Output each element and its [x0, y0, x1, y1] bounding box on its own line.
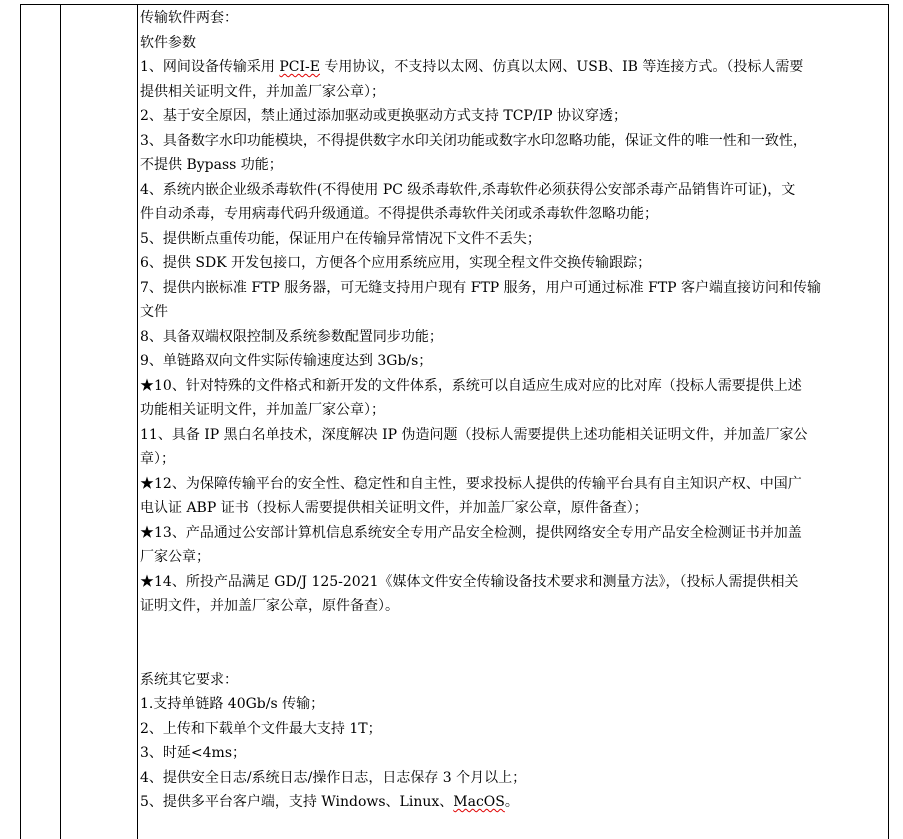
spec-text-cell — [140, 6, 888, 815]
spec-line-14: 9、单链路双向文件实际传输速度达到 3Gb/s； — [140, 353, 433, 369]
spec-line-22: 厂家公章； — [140, 549, 210, 565]
spec-line-5: 3、具备数字水印功能模块，不得提供数字水印关闭功能或数字水印忽略功能，保证文件的唯一性和一致性， — [140, 132, 807, 149]
spec-line-13: 8、具备双端权限控制及系统参数配置同步功能； — [140, 328, 443, 345]
other-requirement-item-5: 5、提供多平台客户端，支持 Windows、Linux、MacOS。 — [140, 794, 519, 810]
blank-line — [140, 643, 888, 668]
blank-line — [140, 619, 888, 644]
other-requirement-item-2: 2、上传和下载单个文件最大支持 1T； — [140, 720, 382, 737]
table-column-divider-1 — [60, 4, 61, 839]
spec-line-16: 功能相关证明文件，并加盖厂家公章）； — [140, 402, 385, 418]
spec-line-8: 件自动杀毒，专用病毒代码升级通道。不得提供杀毒软件关闭或杀毒软件忽略功能； — [140, 206, 658, 222]
spec-line-0: 传输软件两套： — [140, 10, 238, 26]
spec-line-7: 4、系统内嵌企业级杀毒软件(不得使用 PC 级杀毒软件,杀毒软件必须获得公安部杀毒产品销售许可证)，文 — [140, 181, 796, 198]
other-requirement-item-4: 4、提供安全日志/系统日志/操作日志，日志保存 3 个月以上； — [140, 769, 527, 786]
spec-line-9: 5、提供断点重传功能，保证用户在传输异常情况下文件不丢失； — [140, 230, 541, 247]
spec-line-10: 6、提供 SDK 开发包接口，方便各个应用系统应用，实现全程文件交换传输跟踪； — [140, 255, 652, 271]
spec-line-3: 提供相关证明文件，并加盖厂家公章）； — [140, 83, 385, 100]
spec-line-18: 章）； — [140, 451, 175, 467]
spec-line-21: ★13、产品通过公安部计算机信息系统安全专用产品安全检测，提供网络安全专用产品安全检测证书并加盖 — [140, 524, 802, 541]
spec-line-2: 1、网间设备传输采用 PCI-E 专用协议，不支持以太网、仿真以太网、USB、IB 等连接方式。（投标人需要 — [140, 59, 804, 75]
table-column-divider-2 — [137, 4, 138, 839]
spec-line-12: 文件 — [140, 304, 168, 320]
spec-line-6: 不提供 Bypass 功能； — [140, 157, 283, 173]
spec-line-4: 2、基于安全原因，禁止通过添加驱动或更换驱动方式支持 TCP/IP 协议穿透； — [140, 108, 627, 124]
spec-line-19: ★12、为保障传输平台的安全性、稳定性和自主性，要求投标人提供的传输平台具有自主知识产权、中国广 — [140, 475, 802, 492]
other-requirements-heading: 系统其它要求： — [140, 671, 238, 688]
spec-line-23: ★14、所投产品满足 GD/J 125-2021《媒体文件安全传输设备技术要求和测量方法》，（投标人需提供相关 — [140, 573, 799, 590]
other-requirement-item-1: 1.支持单链路 40Gb/s 传输； — [140, 696, 325, 712]
spec-line-20: 电认证 ABP 证书（投标人需要提供相关证明文件，并加盖厂家公章，原件备查）； — [140, 500, 648, 516]
spec-line-15: ★10、针对特殊的文件格式和新开发的文件体系，系统可以自适应生成对应的比对库（投标人需要提供上述 — [140, 377, 802, 394]
spec-line-1: 软件参数 — [140, 34, 196, 51]
spec-line-17: 11、具备 IP 黑白名单技术，深度解决 IP 伪造问题（投标人需要提供上述功能相关证明文件，并加盖厂家公 — [140, 426, 808, 443]
spec-line-24: 证明文件，并加盖厂家公章，原件备查）。 — [140, 598, 399, 614]
other-requirement-item-3: 3、时延<4ms； — [140, 745, 247, 761]
spec-line-11: 7、提供内嵌标准 FTP 服务器，可无缝支持用户现有 FTP 服务，用户可通过标准 FTP 客户端直接访问和传输 — [140, 279, 822, 296]
